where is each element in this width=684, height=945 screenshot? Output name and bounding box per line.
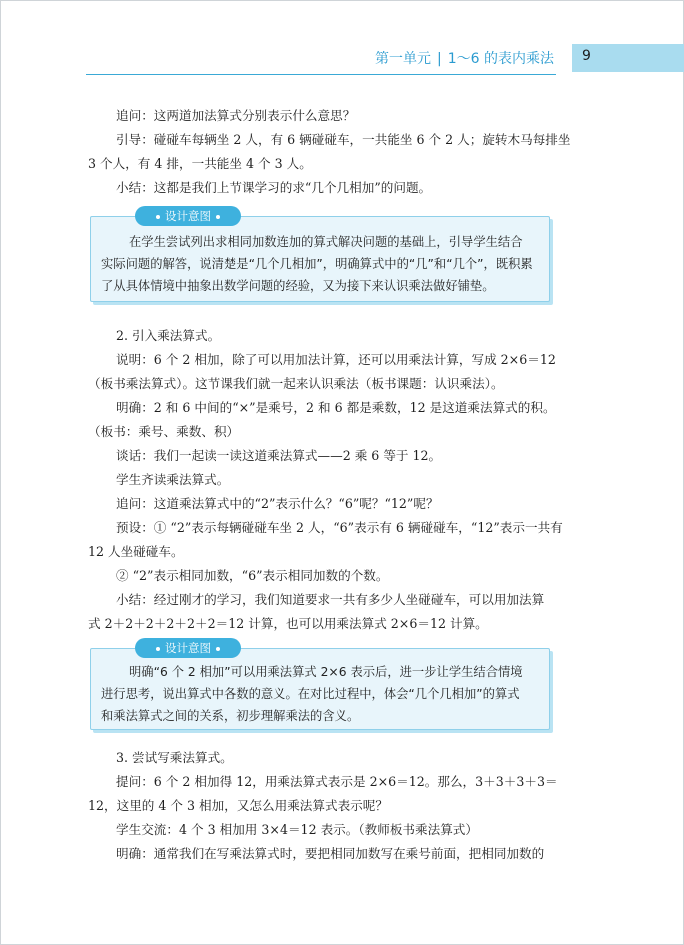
- paragraph-line: 学生交流：4 个 3 相加用 3×4＝12 表示。（教师板书乘法算式）: [116, 822, 478, 837]
- paragraph-line: 12，这里的 4 个 3 相加，又怎么用乘法算式表示呢？: [88, 798, 388, 813]
- paragraph-line: （板书乘法算式）。这节课我们就一起来认识乘法（板书课题：认识乘法）。: [88, 376, 504, 391]
- section-heading: 2. 引入乘法算式。: [116, 328, 221, 343]
- header-rule: [86, 74, 556, 75]
- paragraph-line: （板书：乘号、乘数、积）: [88, 424, 240, 439]
- design-intent-line: 实际问题的解答，说清楚是“几个几相加”，明确算式中的“几”和“几个”，既积累: [101, 257, 533, 271]
- paragraph-line: 追问：这两道加法算式分别表示什么意思？: [116, 108, 356, 123]
- design-intent-tag-label: 设计意图: [165, 641, 211, 655]
- design-intent-tag: [135, 206, 241, 226]
- design-intent-line: 明确“6 个 2 相加”可以用乘法算式 2×6 表示后，进一步让学生结合情境: [129, 665, 523, 679]
- design-intent-tag: [135, 638, 241, 658]
- paragraph-line: 说明：6 个 2 相加，除了可以用加法计算，还可以用乘法计算，写成 2×6＝12: [116, 352, 556, 367]
- header-title: 第一单元 | 1～6 的表内乘法: [375, 51, 554, 67]
- design-intent-box: [90, 641, 550, 730]
- paragraph-line: 12 人坐碰碰车。: [88, 544, 184, 559]
- design-intent-line: 进行思考，说出算式中各数的意义。在对比过程中，体会“几个几相加”的算式: [101, 687, 520, 701]
- paragraph-line: 明确：通常我们在写乘法算式时，要把相同加数写在乘号前面，把相同加数的: [116, 846, 545, 861]
- paragraph-line: ② “2”表示相同加数，“6”表示相同加数的个数。: [116, 568, 389, 583]
- design-intent-box: [90, 209, 550, 302]
- design-intent-tag-label: 设计意图: [165, 209, 211, 223]
- paragraph-line: 明确：2 和 6 中间的“×”是乘号，2 和 6 都是乘数，12 是这道乘法算式的积。: [116, 400, 556, 415]
- paragraph-line: 小结：经过刚才的学习，我们知道要求一共有多少人坐碰碰车，可以用加法算: [116, 592, 545, 607]
- paragraph-line: 小结：这都是我们上节课学习的求“几个几相加”的问题。: [116, 180, 432, 195]
- header-unit: 第一单元: [375, 51, 432, 67]
- page-header: [0, 44, 684, 76]
- paragraph-line: 3 个人，有 4 排，一共能坐 4 个 3 人。: [88, 156, 312, 171]
- paragraph-line: 学生齐读乘法算式。: [116, 472, 230, 487]
- page-number-tab: [572, 44, 684, 72]
- section-heading: 3. 尝试写乘法算式。: [116, 750, 233, 765]
- design-intent-line: 在学生尝试列出求相同加数连加的算式解决问题的基础上，引导学生结合: [129, 235, 523, 249]
- paragraph-line: 追问：这道乘法算式中的“2”表示什么？“6”呢？“12”呢？: [116, 496, 439, 511]
- design-intent-line: 了从具体情境中抽象出数学问题的经验，又为接下来认识乘法做好铺垫。: [101, 279, 495, 293]
- paragraph-line: 预设：① “2”表示每辆碰碰车坐 2 人，“6”表示有 6 辆碰碰车，“12”表示一共有: [116, 520, 563, 535]
- page-number: 9: [582, 48, 591, 64]
- paragraph-line: 引导：碰碰车每辆坐 2 人，有 6 辆碰碰车，一共能坐 6 个 2 人；旋转木马每排坐: [116, 132, 571, 147]
- paragraph-line: 式 2＋2＋2＋2＋2＋2＝12 计算，也可以用乘法算式 2×6＝12 计算。: [88, 616, 488, 631]
- design-intent-line: 和乘法算式之间的关系，初步理解乘法的含义。: [101, 709, 360, 723]
- paragraph-line: 谈话：我们一起读一读这道乘法算式——2 乘 6 等于 12。: [116, 448, 442, 463]
- header-topic: 1～6 的表内乘法: [447, 51, 554, 67]
- paragraph-line: 提问：6 个 2 相加得 12，用乘法算式表示是 2×6＝12。那么，3＋3＋3＋3＝: [116, 774, 558, 789]
